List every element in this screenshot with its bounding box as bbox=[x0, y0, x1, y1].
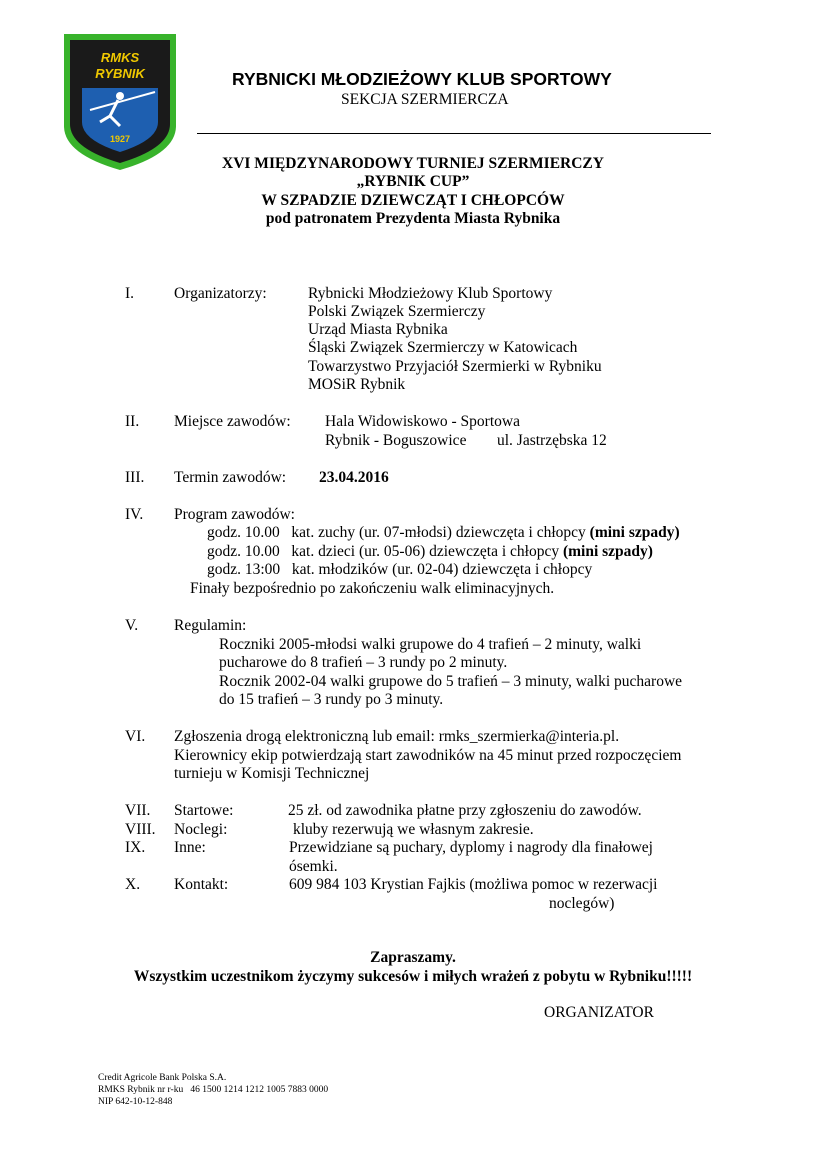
section-name: SEKCJA SZERMIERCZA bbox=[341, 91, 509, 108]
organizers-label: Organizatorzy: bbox=[174, 285, 267, 302]
logo-text-line2: RYBNIK bbox=[95, 66, 145, 81]
program-row-3: godz. 13:00 kat. młodzików (ur. 02-04) dziewczęta i chłopcy bbox=[207, 561, 593, 578]
fee-value: 25 zł. od zawodnika płatne przy zgłoszeniu do zawodów. bbox=[288, 802, 642, 819]
header-divider bbox=[197, 133, 711, 134]
rules-line: pucharowe do 8 trafień – 3 rundy po 2 minuty. bbox=[219, 654, 508, 671]
program-row-1: godz. 10.00 kat. zuchy (ur. 07-młodsi) dziewczęta i chłopcy (mini szpady) bbox=[207, 524, 680, 541]
rules-line: Rocznik 2002-04 walki grupowe do 5 trafień – 3 minuty, walki pucharowe bbox=[219, 673, 683, 690]
section-number: IX. bbox=[125, 839, 146, 856]
other-value-cont: ósemki. bbox=[289, 858, 338, 875]
section-number: I. bbox=[125, 285, 135, 302]
section-number: VI. bbox=[125, 728, 146, 745]
organizer-item: Śląski Związek Szermierczy w Katowicach bbox=[308, 339, 578, 356]
tournament-patronage: pod patronatem Prezydenta Miasta Rybnika bbox=[265, 210, 561, 227]
tournament-name: „RYBNIK CUP” bbox=[356, 173, 470, 190]
logo-year: 1927 bbox=[109, 134, 131, 144]
section-number: IV. bbox=[125, 506, 144, 523]
section-number: V. bbox=[125, 617, 139, 634]
footer-bank: Credit Agricole Bank Polska S.A. bbox=[98, 1073, 227, 1083]
organizer-item: Urząd Miasta Rybnika bbox=[308, 321, 448, 338]
organizer-item: Rybnicki Młodzieżowy Klub Sportowy bbox=[308, 285, 553, 302]
rules-line: do 15 trafień – 3 rundy po 3 minuty. bbox=[219, 691, 444, 708]
rules-line: Roczniki 2005-młodsi walki grupowe do 4 trafień – 2 minuty, walki bbox=[219, 636, 642, 653]
program-label: Program zawodów: bbox=[174, 506, 295, 523]
organizer-item: MOSiR Rybnik bbox=[308, 376, 406, 393]
wishes: Wszystkim uczestnikom życzymy sukcesów i miłych wrażeń z pobytu w Rybniku!!!!! bbox=[133, 968, 693, 985]
other-label: Inne: bbox=[174, 839, 206, 856]
club-name: RYBNICKI MŁODZIEŻOWY KLUB SPORTOWY bbox=[232, 69, 612, 89]
venue-name: Hala Widowiskowo - Sportowa bbox=[325, 413, 520, 430]
section-number: X. bbox=[125, 876, 141, 893]
rules-label: Regulamin: bbox=[174, 617, 247, 634]
contact-label: Kontakt: bbox=[174, 876, 229, 893]
organizer-item: Towarzystwo Przyjaciół Szermierki w Rybniku bbox=[308, 358, 602, 375]
tournament-category: W SZPADZIE DZIEWCZĄT I CHŁOPCÓW bbox=[261, 192, 565, 209]
accommodation-value: kluby rezerwują we własnym zakresie. bbox=[293, 821, 534, 838]
footer-nip: NIP 642-10-12-848 bbox=[98, 1097, 173, 1107]
other-value: Przewidziane są puchary, dyplomy i nagrody dla finałowej bbox=[289, 839, 653, 856]
event-date: 23.04.2016 bbox=[319, 469, 389, 486]
accommodation-label: Noclegi: bbox=[174, 821, 228, 838]
club-logo bbox=[60, 30, 180, 172]
section-number: VIII. bbox=[125, 821, 156, 838]
invitation: Zapraszamy. bbox=[370, 949, 456, 966]
section-number: II. bbox=[125, 413, 140, 430]
tournament-title: XVI MIĘDZYNARODOWY TURNIEJ SZERMIERCZY bbox=[222, 155, 604, 172]
venue-label: Miejsce zawodów: bbox=[174, 413, 291, 430]
venue-street: ul. Jastrzębska 12 bbox=[497, 432, 607, 449]
date-label: Termin zawodów: bbox=[174, 469, 287, 486]
fee-label: Startowe: bbox=[174, 802, 234, 819]
contact-value-cont: noclegów) bbox=[549, 895, 615, 912]
registration-line: Kierownicy ekip potwierdzają start zawodników na 45 minut przed rozpoczęciem bbox=[174, 747, 682, 764]
organizer-item: Polski Związek Szermierczy bbox=[308, 303, 486, 320]
contact-value: 609 984 103 Krystian Fajkis (możliwa pomoc w rezerwacji bbox=[289, 876, 658, 893]
registration-line: Zgłoszenia drogą elektroniczną lub email: rmks_szermierka@interia.pl. bbox=[174, 728, 620, 745]
section-number: VII. bbox=[125, 802, 151, 819]
logo-text-line1: RMKS bbox=[100, 50, 140, 65]
footer-account: RMKS Rybnik nr r-ku 46 1500 1214 1212 1005 7883 0000 bbox=[98, 1085, 329, 1095]
registration-line: turnieju w Komisji Technicznej bbox=[174, 765, 370, 782]
finals-note: Finały bezpośrednio po zakończeniu walk eliminacyjnych. bbox=[190, 580, 555, 597]
venue-city: Rybnik - Boguszowice bbox=[325, 432, 467, 449]
signature: ORGANIZATOR bbox=[544, 1004, 654, 1021]
program-row-2: godz. 10.00 kat. dzieci (ur. 05-06) dziewczęta i chłopcy (mini szpady) bbox=[207, 543, 653, 560]
section-number: III. bbox=[125, 469, 145, 486]
